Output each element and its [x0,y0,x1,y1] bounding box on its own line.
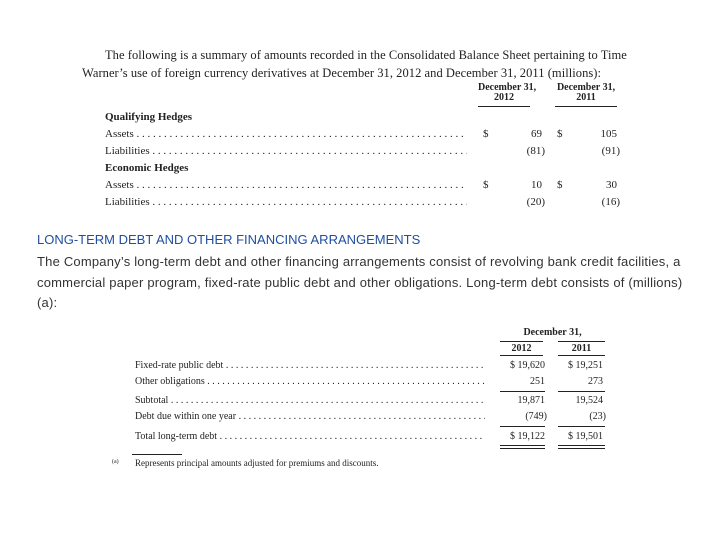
footnote-text: Represents principal amounts adjusted for premiums and discounts. [135,458,379,468]
currency: $ [483,179,489,191]
value-2011: $ 19,251 [568,360,603,371]
debt-header: December 31, [523,327,582,338]
intro-line: Warner’s use of foreign currency derivatives at December 31, 2012 and December 31, 2011 (millions): [82,66,602,80]
value-2012: (20) [526,196,545,208]
value-2011: 30 [606,179,617,191]
rule [500,391,545,392]
value-2011: (23) [589,411,606,422]
value-2011: $ 19,501 [568,431,603,442]
currency: $ [557,179,563,191]
row-label: Liabilities . . . [105,196,467,208]
section-title: Qualifying Hedges [105,111,193,123]
double-rule [558,445,605,449]
year-2012: 2012 [500,341,543,356]
value-2012: $ 19,620 [510,360,545,371]
value-2012: 10 [531,179,542,191]
value-2012: $ 19,122 [510,431,545,442]
value-2012: (81) [526,145,545,157]
row-label: Total long-term debt . . . [135,431,485,442]
value-2011: 273 [588,376,603,387]
value-2012: (749) [525,411,547,422]
column-header-2012: December 31, 2012 [478,83,530,107]
value-2012: 69 [531,128,542,140]
rule [558,391,605,392]
footnote-rule [132,454,182,455]
value-2011: 105 [600,128,617,140]
value-2012: 251 [530,376,545,387]
intro-paragraph [82,46,627,82]
row-label: Liabilities . . . [105,145,467,157]
footnote-marker: (a) [112,459,119,465]
column-header-2011: December 31, 2011 [555,83,617,107]
value-2012: 19,871 [517,395,545,406]
currency: $ [557,128,563,140]
row-label: Fixed-rate public debt . . . [135,360,485,371]
row-label: Assets . . . [105,128,467,140]
section-body: The Company’s long-term debt and other financing arrangements consist of revolving bank credit facilities, a commercial paper program, fixed-rate public debt and other obligations. Long-term debt consists of (millions)(a): [37,254,683,310]
section-title: Economic Hedges [105,162,189,174]
intro-line: The following is a summary of amounts recorded in the Consolidated Balance Sheet pertaining to Time [105,48,627,62]
value-2011: 19,524 [575,395,603,406]
double-rule [500,445,545,449]
year-2011: 2011 [558,341,605,356]
value-2011: (91) [601,145,620,157]
row-label: Subtotal . . . [135,395,485,406]
row-label: Assets . . . [105,179,467,191]
section-heading: LONG-TERM DEBT AND OTHER FINANCING ARRANGEMENTS [37,232,421,247]
rule [500,426,545,427]
row-label: Other obligations . . . [135,376,485,387]
currency: $ [483,128,489,140]
rule [558,426,605,427]
value-2011: (16) [601,196,620,208]
row-label: Debt due within one year . . . [135,411,485,422]
